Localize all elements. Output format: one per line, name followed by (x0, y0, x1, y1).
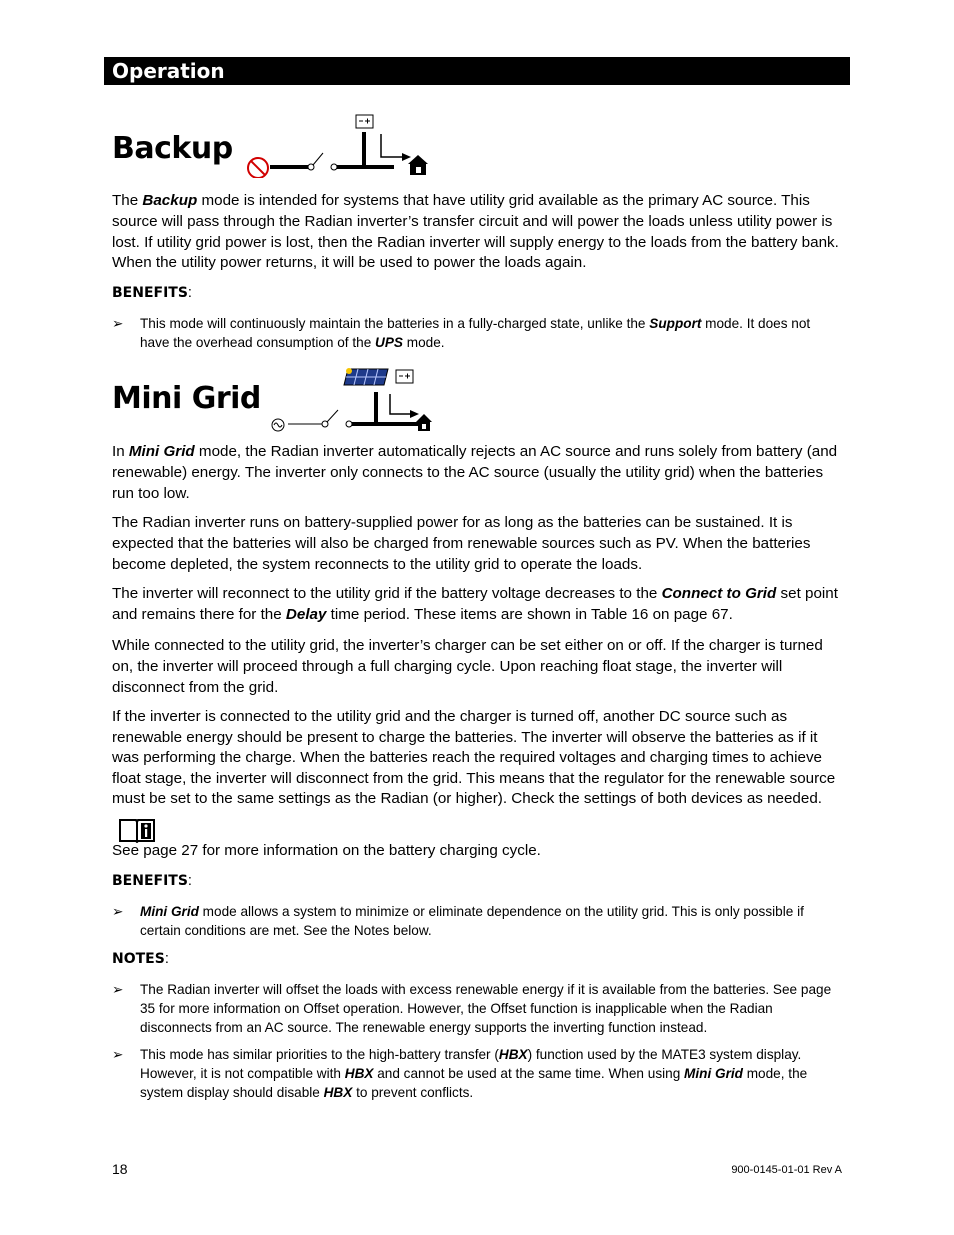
minigrid-benefits-label: BENEFITS: (112, 873, 192, 889)
minigrid-paragraph-6: See page 27 for more information on the battery charging cycle. (112, 842, 541, 859)
load-house-icon (416, 414, 432, 431)
backup-heading: Backup (112, 131, 233, 166)
minigrid-heading: Mini Grid (112, 381, 261, 416)
minigrid-paragraph-4: While connected to the utility grid, the inverter’s charger can be set either on or off. If the charger is turned on, the inverter will proceed through a full charging cycle. Upon reaching float stage, the inverter will disconnect from the grid. (112, 637, 823, 696)
ac-source-icon (272, 419, 284, 431)
info-book-icon (118, 817, 156, 843)
page-number: 18 (112, 1161, 128, 1177)
minigrid-mode-diagram-icon (266, 364, 436, 436)
minigrid-paragraph-1: In Mini Grid mode, the Radian inverter automatically rejects an AC source and runs solely from battery (and renewable) energy. The inverter only connects to the AC source (usually the utility grid) when the batteries run too low. (112, 443, 838, 502)
arrow-bullet-icon: ➢ (112, 904, 124, 919)
section-header-bar (104, 57, 850, 85)
minigrid-paragraph-5: If the inverter is connected to the utility grid and the charger is turned off, another DC source such as renewable energy should be present to charge the batteries. The inverter will observe the batteries as if it was performing the charge. When the batteries reach the required voltages and charging times to achieve float stage, the inverter will disconnect from the grid. This means that the regulator for the renewable source must be set to the same settings as the Radian (or higher). Check the settings of both devices as needed. (112, 707, 842, 843)
document-id: 900-0145-01-01 Rev A (731, 1164, 842, 1176)
solar-panel-icon (344, 368, 388, 385)
arrow-bullet-icon: ➢ (112, 982, 124, 997)
battery-icon (396, 370, 413, 383)
section-title: Operation (112, 59, 225, 83)
minigrid-paragraph-2: The Radian inverter runs on battery-supplied power for as long as the batteries can be sustained. It is expected that the batteries will also be charged from renewable sources such as PV. When the batteries become depleted, the system reconnects to the utility grid to operate the loads. (112, 514, 811, 573)
battery-icon (356, 115, 373, 128)
load-house-icon (408, 155, 428, 175)
backup-paragraph: The Backup mode is intended for systems that have utility grid available as the primary AC source. This source will pass through the Radian inverter’s transfer circuit and will power the loads unless utility power is lost. If utility grid power is lost, then the Radian inverter will supply energy to the loads from the battery bank. When the utility power returns, it will be used to power the loads again. (112, 192, 839, 272)
backup-benefits-label: BENEFITS: (112, 285, 192, 301)
arrow-bullet-icon: ➢ (112, 316, 124, 331)
backup-mode-diagram-icon (244, 112, 430, 178)
arrow-bullet-icon: ➢ (112, 1047, 124, 1062)
minigrid-paragraph-3: The inverter will reconnect to the utility grid if the battery voltage decreases to the Connect to Grid set point and remains there for the Delay time period. These items are shown in Table 16 on page 67. (112, 585, 838, 623)
minigrid-notes-label: NOTES: (112, 951, 169, 967)
